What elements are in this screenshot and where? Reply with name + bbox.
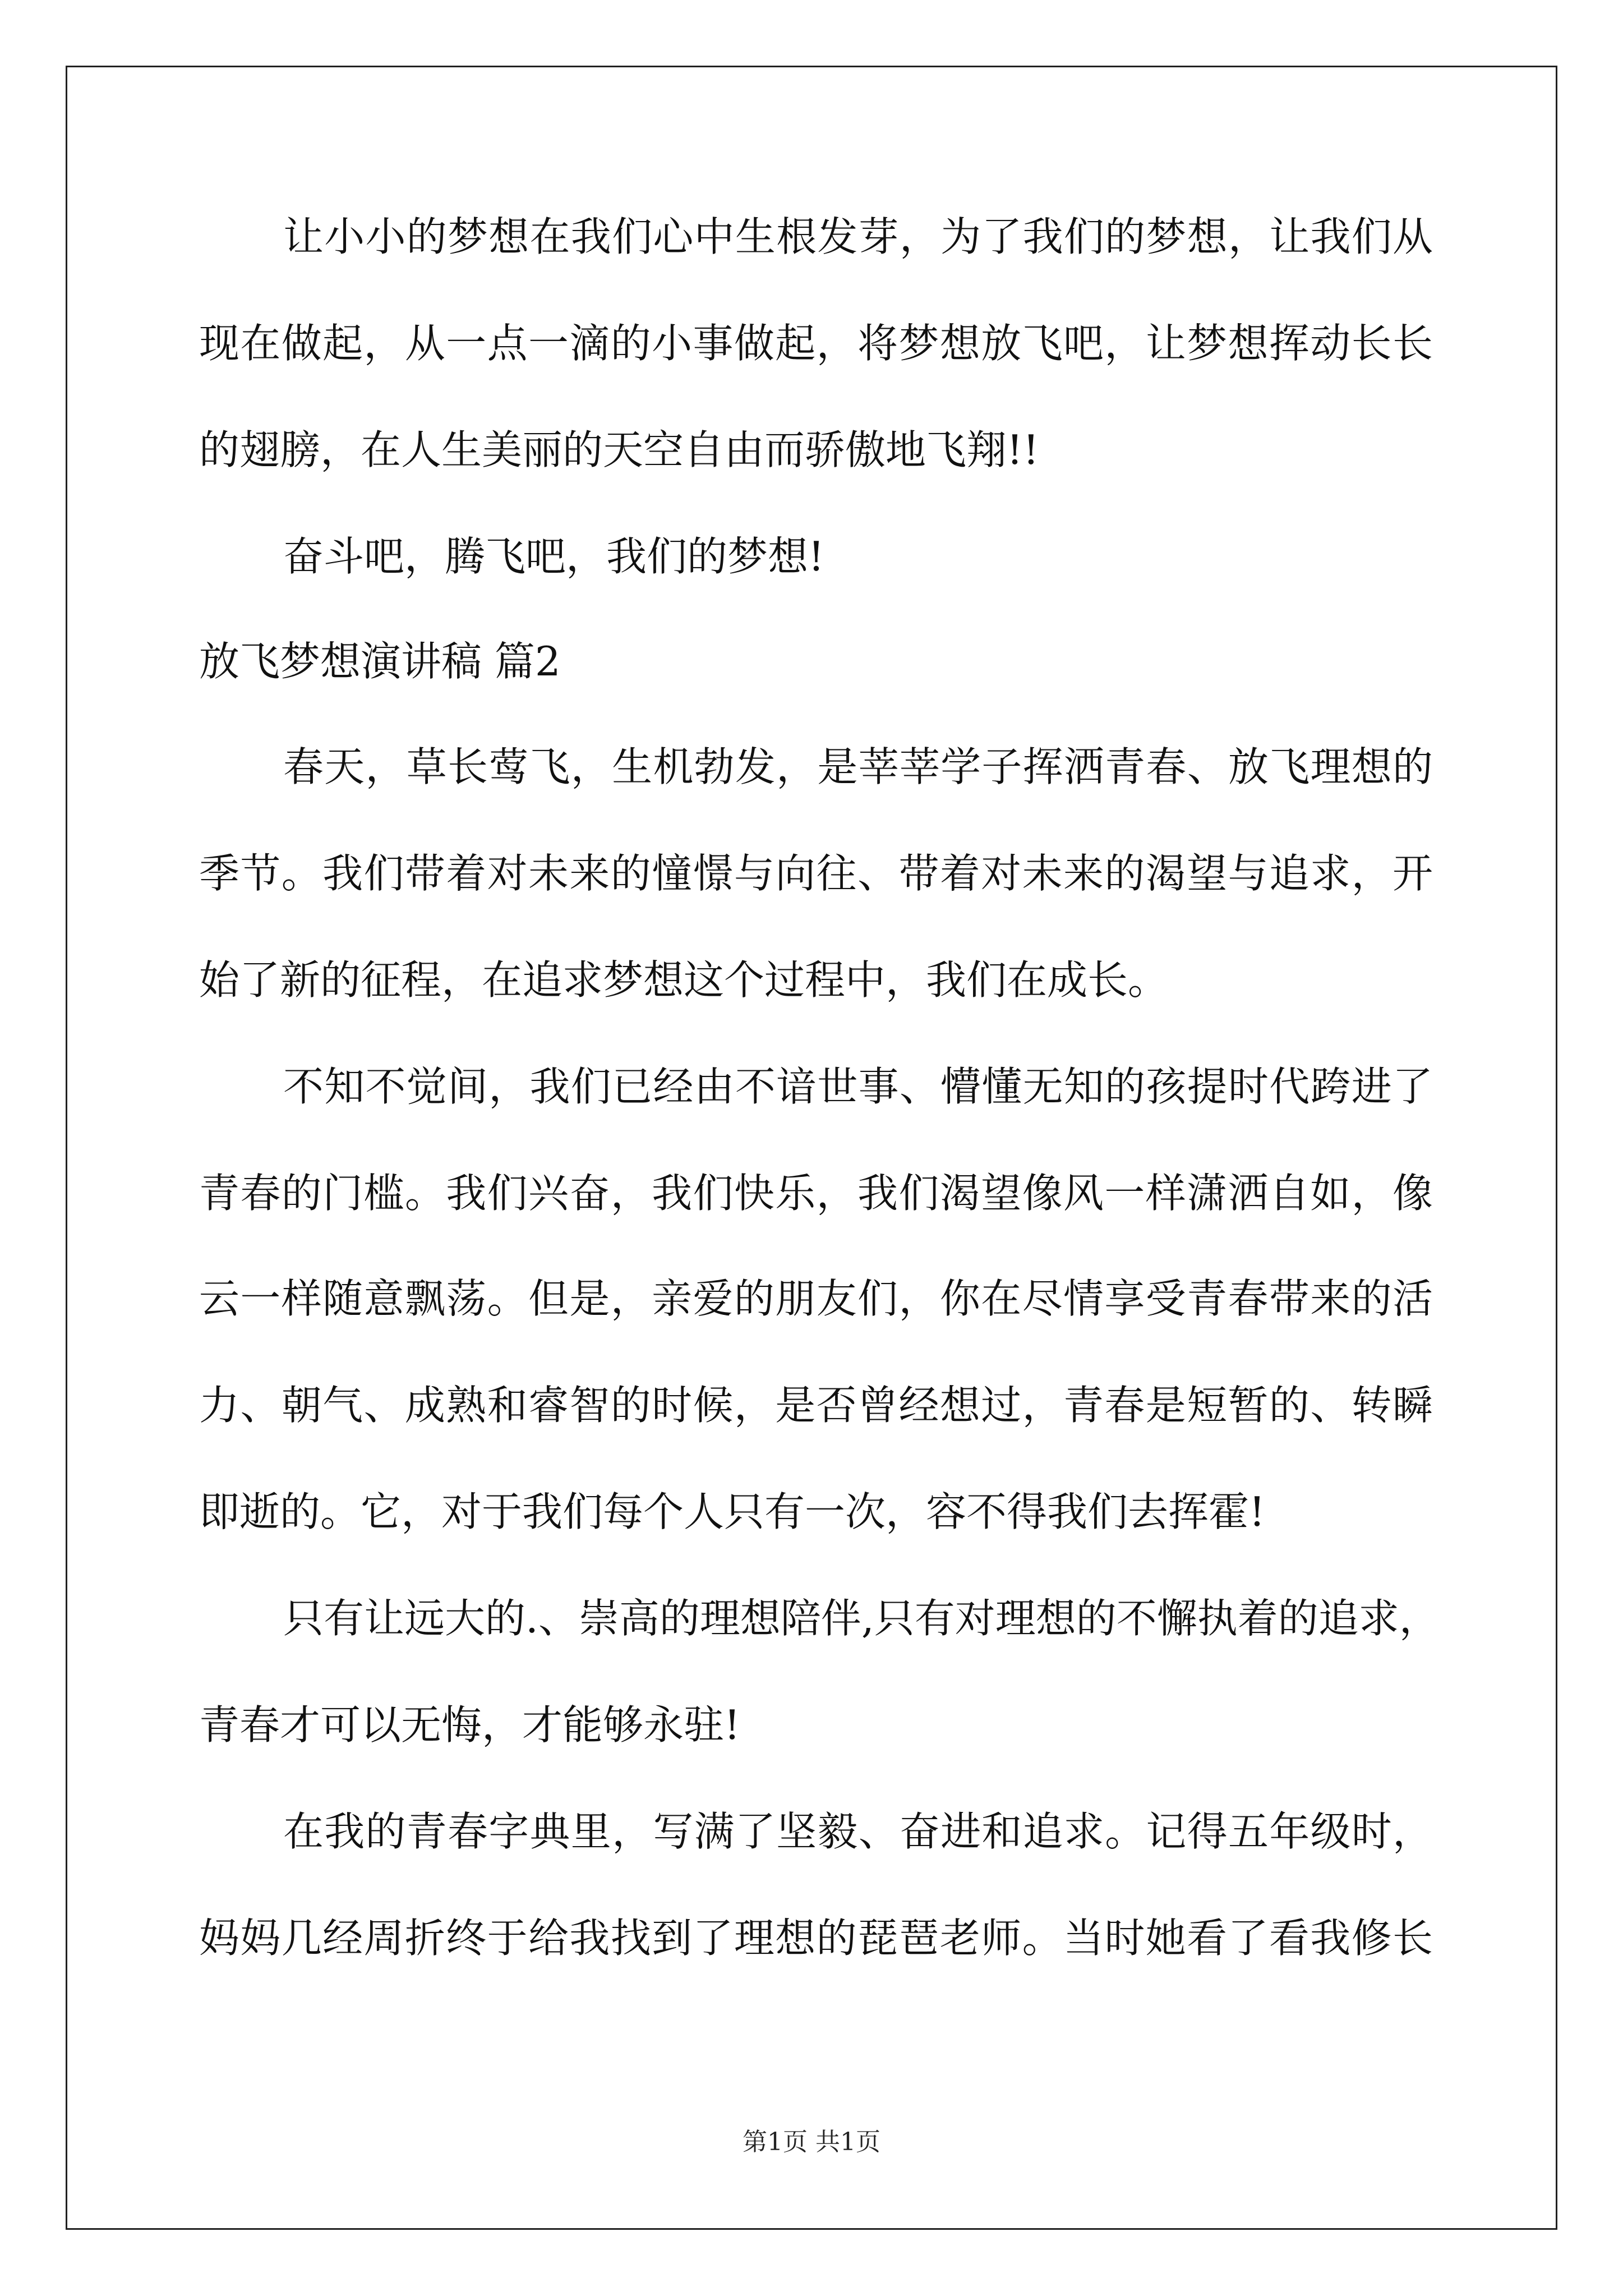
paragraph-line: 在我的青春字典里，写满了坚毅、奋进和追求。记得五年级时，	[283, 1808, 1433, 1855]
paragraph-line: 青春才可以无悔，才能够永驻!	[199, 1701, 740, 1749]
paragraph-line: 季节。我们带着对未来的憧憬与向往、带着对未来的渴望与追求，开	[199, 850, 1433, 897]
paragraph-line: 即逝的。它，对于我们每个人只有一次，容不得我们去挥霍!	[199, 1488, 1265, 1535]
paragraph-line: 不知不觉间，我们已经由不谙世事、懵懂无知的孩提时代跨进了	[283, 1063, 1433, 1110]
paragraph-line: 妈妈几经周折终于给我找到了理想的琵琶老师。当时她看了看我修长	[199, 1915, 1433, 1962]
paragraph-line: 力、朝气、成熟和睿智的时候，是否曾经想过，青春是短暂的、转瞬	[199, 1382, 1433, 1429]
page-footer: 第1页 共1页	[743, 2128, 880, 2156]
page-border	[66, 66, 1557, 2230]
paragraph-line: 青春的门槛。我们兴奋，我们快乐，我们渴望像风一样潇洒自如，像	[199, 1170, 1433, 1217]
paragraph-line: 的翅膀，在人生美丽的天空自由而骄傲地飞翔!!	[199, 426, 1039, 473]
paragraph-line: 春天，草长莺飞，生机勃发，是莘莘学子挥洒青春、放飞理想的	[283, 743, 1433, 790]
paragraph-line: 始了新的征程，在追求梦想这个过程中，我们在成长。	[199, 956, 1169, 1004]
paragraph-line: 只有让远大的.、崇高的理想陪伴,只有对理想的不懈执着的追求，	[283, 1595, 1440, 1642]
paragraph-line: 现在做起，从一点一滴的小事做起，将梦想放飞吧，让梦想挥动长长	[199, 320, 1433, 367]
paragraph-line: 奋斗吧，腾飞吧，我们的梦想!	[283, 533, 824, 580]
paragraph-line: 让小小的梦想在我们心中生根发芽，为了我们的梦想，让我们从	[283, 213, 1433, 260]
section-heading: 放飞梦想演讲稿 篇2	[199, 638, 561, 685]
paragraph-line: 云一样随意飘荡。但是，亲爱的朋友们，你在尽情享受青春带来的活	[199, 1275, 1433, 1322]
